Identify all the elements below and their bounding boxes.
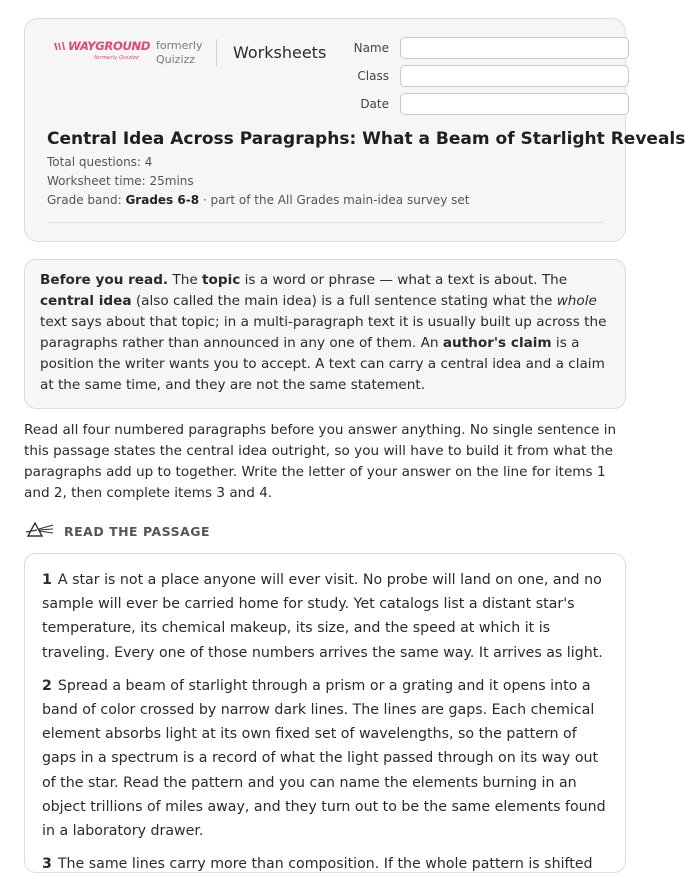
- worksheet-title: Central Idea Across Paragraphs: What a Beam of Starlight Reveals: [47, 129, 685, 149]
- passage-paragraph: [42, 674, 608, 843]
- passage-card: [24, 553, 626, 873]
- doc-type-label: Worksheets: [233, 43, 327, 62]
- header-bottom-divider: [47, 222, 603, 223]
- date-label: Date: [360, 97, 389, 111]
- date-field-row: [345, 93, 631, 115]
- total-questions: Total questions: 4: [47, 155, 153, 169]
- before-you-read-note: Before you read. The topic is a word or phrase — what a text is about. The central idea (also called the main idea) is a full sentence stating what the whole text says about that topic; in a multi-paragraph text it is usually built up across the paragraphs rather than announced in any one of them. An author's claim is a position the writer wants you to accept. A text can carry a central idea and a claim at the same time, and they are not the same statement.: [24, 259, 626, 409]
- date-field[interactable]: [400, 93, 629, 115]
- passage-paragraph: [42, 852, 608, 876]
- section-heading-text: READ THE PASSAGE: [64, 524, 211, 539]
- paragraph-text: Spread a beam of starlight through a prism or a grating and it opens into a band of color crossed by narrow dark lines. The lines are gaps. Each chemical element absorbs light at its own fixed set of wavelengths, so the pattern of gaps in a spectrum is a record of what the light passed through on its way out of the star. Read the pattern and you can name the elements burning in an object trillions of miles away, and they turn out to be the same elements found in a laboratory drawer.: [42, 677, 606, 840]
- logo-wordmark: WAYGROUND: [68, 39, 151, 53]
- prism-light-icon: [26, 520, 54, 538]
- class-field-row: [345, 65, 631, 87]
- header-divider: [216, 39, 217, 66]
- worksheet-time: Worksheet time: 25mins: [47, 174, 194, 188]
- name-field[interactable]: [400, 37, 629, 59]
- formerly-note: formerly Quizizz: [156, 39, 203, 66]
- paragraph-number: 3: [42, 856, 52, 873]
- paragraph-number: 1: [42, 572, 52, 588]
- wayground-logo: [53, 39, 151, 65]
- worksheet-header: [24, 18, 685, 242]
- name-label: Name: [353, 41, 389, 55]
- class-field[interactable]: [400, 65, 629, 87]
- logo-mark-icon: [53, 41, 67, 52]
- class-label: Class: [357, 69, 389, 83]
- paragraph-number: 2: [42, 677, 52, 694]
- paragraph-text: The same lines carry more than composition. If the whole pattern is shifted: [57, 856, 593, 873]
- logo-subtext: formerly Quizizz: [94, 55, 139, 61]
- instructions-text: Read all four numbered paragraphs before you answer anything. No single sentence in this passage states the central idea outright, so you will have to build it from what the paragraphs add up to together. Write the letter of your answer on the line for items 1 and 2, then complete items 3 and 4.: [24, 422, 617, 501]
- grade-band-value: Grades 6-8: [125, 193, 200, 207]
- passage-paragraph: [42, 568, 608, 665]
- name-field-row: [345, 37, 631, 59]
- grade-band: Grade band: Grades 6-8 · part of the All Grades main-idea survey set: [47, 193, 470, 207]
- paragraph-text: A star is not a place anyone will ever visit. No probe will land on one, and no sample will ever be carried home for study. Yet catalogs list a distant star's temperature, its chemical makeup, its size, and the speed at which it is traveling. Every one of those numbers arrives the same way. It arrives as light.: [42, 572, 603, 661]
